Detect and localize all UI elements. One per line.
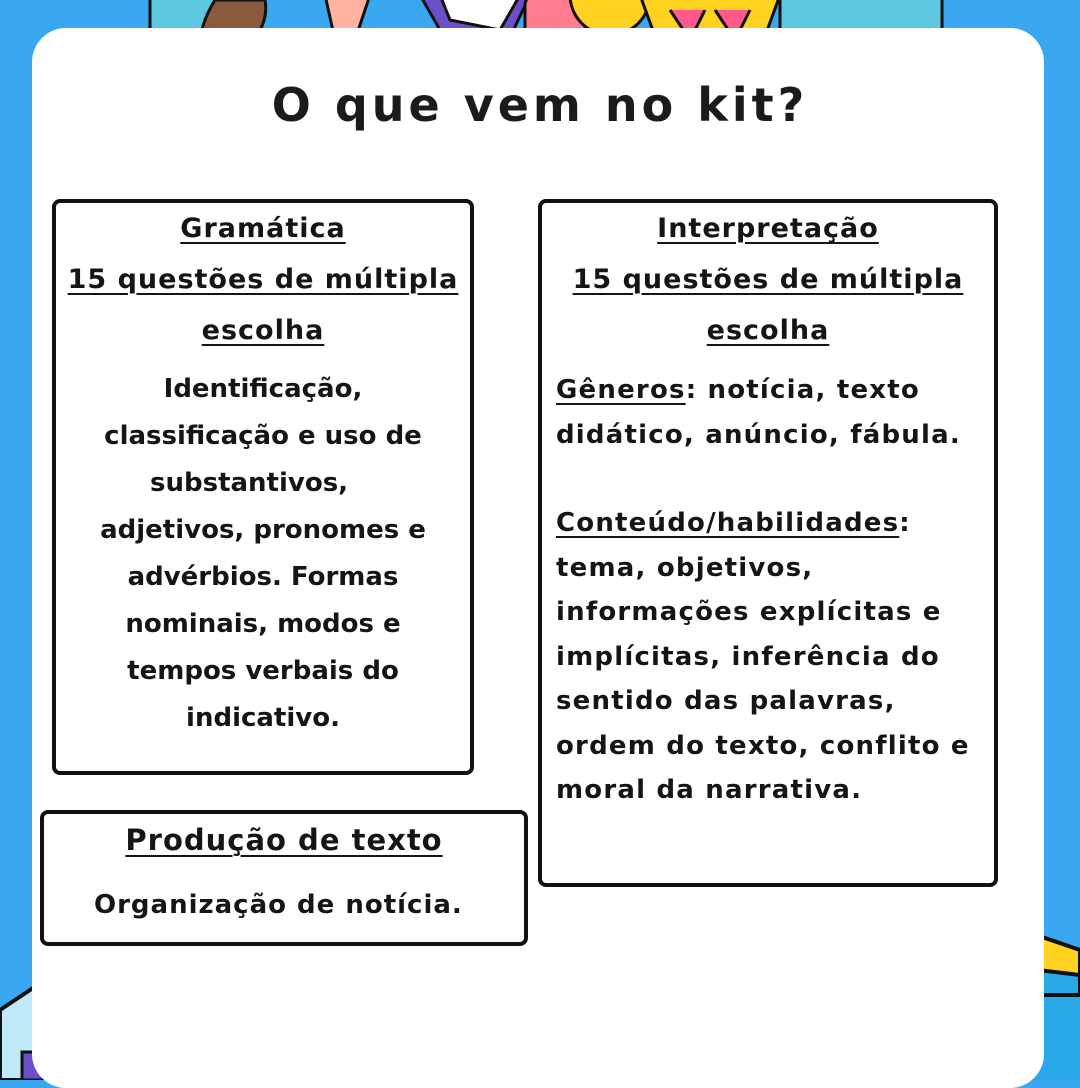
- producao-description: Organização de notícia.: [94, 890, 463, 920]
- conteudo-line: informações explícitas e: [556, 597, 942, 627]
- producao-heading: [44, 820, 524, 860]
- gramatica-heading: [56, 203, 470, 356]
- interpretacao-heading: [542, 203, 994, 356]
- generos-line-2: didático, anúncio, fábula.: [556, 419, 961, 450]
- interpretacao-description: [542, 356, 994, 813]
- gramatica-card: [52, 199, 474, 775]
- page-title: O que vem no kit?: [271, 78, 809, 132]
- conteudo-line: ordem do texto, conflito e: [556, 730, 970, 761]
- conteudo-line: implícitas, inferência do: [556, 641, 940, 672]
- gramatica-line: substantivos,: [150, 468, 349, 498]
- conteudo-colon: :: [899, 508, 911, 538]
- conteudo-line: sentido das palavras,: [556, 686, 896, 716]
- gramatica-subtitle-line1: 15 questões de múltipla: [67, 264, 459, 295]
- generos-line: [556, 368, 980, 413]
- gramatica-line: advérbios. Formas: [127, 562, 399, 592]
- gramatica-description: [56, 356, 470, 742]
- producao-card: [40, 810, 528, 946]
- gramatica-line: classificação e uso de: [104, 421, 422, 451]
- interpretacao-title: Interpretação: [657, 213, 879, 244]
- gramatica-line: tempos verbais do: [127, 656, 399, 686]
- generos-label: Gêneros: [556, 375, 686, 405]
- conteudo-label: Conteúdo/habilidades: [556, 508, 900, 538]
- gramatica-line: adjetivos, pronomes e: [100, 515, 426, 545]
- conteudo-line: tema, objetivos,: [556, 552, 814, 583]
- interpretacao-subtitle-line2: escolha: [706, 315, 830, 346]
- gramatica-line: nominais, modos e: [125, 609, 401, 639]
- gramatica-line: Identificação,: [163, 374, 363, 404]
- gramatica-subtitle-line2: escolha: [201, 315, 325, 346]
- interpretacao-subtitle-line1: 15 questões de múltipla: [572, 264, 964, 295]
- conteudo-heading-line: [556, 501, 980, 546]
- generos-text: : notícia, texto: [685, 375, 920, 405]
- gramatica-title: Gramática: [180, 213, 346, 244]
- producao-title: Produção de texto: [125, 823, 443, 857]
- interpretacao-card: [538, 199, 998, 887]
- gramatica-line: indicativo.: [186, 703, 340, 733]
- conteudo-line: moral da narrativa.: [556, 775, 863, 805]
